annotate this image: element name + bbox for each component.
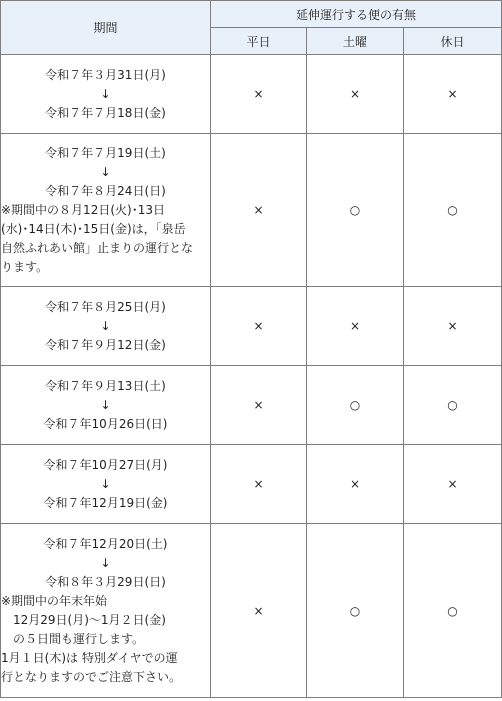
header-extension-service: 延伸運行する便の有無 bbox=[211, 1, 502, 28]
holiday-availability-mark: × bbox=[404, 445, 502, 524]
arrow-down-icon: ↓ bbox=[100, 555, 111, 570]
period-text-line: 令和７年９月12日(金) bbox=[45, 337, 166, 352]
period-cell bbox=[1, 134, 211, 287]
arrow-down-icon: ↓ bbox=[100, 86, 111, 101]
arrow-down-icon: ↓ bbox=[100, 318, 111, 333]
table-row bbox=[1, 366, 502, 445]
holiday-availability-mark: ○ bbox=[404, 134, 502, 287]
arrow-down-icon: ↓ bbox=[100, 397, 111, 412]
saturday-availability-mark: × bbox=[307, 445, 404, 524]
period-text-line: (水)･14日(木)･15日(金)は，「泉岳 bbox=[1, 221, 186, 236]
weekday-availability-mark: × bbox=[211, 366, 307, 445]
period-cell bbox=[1, 55, 211, 134]
weekday-availability-mark: × bbox=[211, 134, 307, 287]
period-text-line: 令和７年３月31日(月) bbox=[45, 67, 166, 82]
period-text-line: の５日間も運行します。 bbox=[1, 631, 145, 646]
table-row bbox=[1, 287, 502, 366]
weekday-availability-mark: × bbox=[211, 55, 307, 134]
saturday-availability-mark: ○ bbox=[307, 524, 404, 698]
weekday-availability-mark: × bbox=[211, 524, 307, 698]
period-text-line: ※期間中の８月12日(火)･13日 bbox=[1, 202, 165, 217]
saturday-availability-mark: × bbox=[307, 55, 404, 134]
period-text-line: 1月１日(木)は 特別ダイヤでの運 bbox=[1, 650, 178, 665]
period-cell bbox=[1, 366, 211, 445]
period-text-line: 令和７年７月18日(金) bbox=[45, 105, 166, 120]
table-body bbox=[1, 55, 502, 698]
saturday-availability-mark: ○ bbox=[307, 366, 404, 445]
period-text-line: 令和７年８月24日(日) bbox=[45, 183, 166, 198]
period-text-line: 令和７年12月19日(金) bbox=[43, 495, 168, 510]
period-text-line: 令和７年９月13日(土) bbox=[45, 378, 166, 393]
period-text-line: 行となりますのでご注意下さい。 bbox=[1, 669, 182, 684]
holiday-availability-mark: × bbox=[404, 287, 502, 366]
period-text-line: 令和７年12月20日(土) bbox=[43, 536, 168, 551]
table-row bbox=[1, 445, 502, 524]
period-text-line: 12月29日(月)～1月２日(金) bbox=[1, 612, 166, 627]
period-text-line: 令和７年10月27日(月) bbox=[43, 457, 168, 472]
period-text-line: 令和７年10月26日(日) bbox=[43, 416, 168, 431]
period-text-line: 令和８年３月29日(日) bbox=[45, 574, 166, 589]
weekday-availability-mark: × bbox=[211, 445, 307, 524]
period-cell bbox=[1, 445, 211, 524]
period-text-line: 令和７年８月25日(月) bbox=[45, 299, 166, 314]
weekday-availability-mark: × bbox=[211, 287, 307, 366]
table-row bbox=[1, 524, 502, 698]
saturday-availability-mark: × bbox=[307, 287, 404, 366]
period-text-line: ※期間中の年末年始 bbox=[1, 593, 108, 608]
table-row bbox=[1, 134, 502, 287]
table-row bbox=[1, 55, 502, 134]
arrow-down-icon: ↓ bbox=[100, 164, 111, 179]
header-saturday: 土曜 bbox=[307, 28, 404, 55]
holiday-availability-mark: ○ bbox=[404, 524, 502, 698]
arrow-down-icon: ↓ bbox=[100, 476, 111, 491]
period-text-line: 自然ふれあい館」止まりの運行とな bbox=[1, 240, 194, 255]
period-text-line: 令和７年７月19日(土) bbox=[45, 145, 166, 160]
header-weekday: 平日 bbox=[211, 28, 307, 55]
period-text-line: ります。 bbox=[1, 259, 49, 274]
header-period: 期間 bbox=[1, 1, 211, 55]
holiday-availability-mark: ○ bbox=[404, 366, 502, 445]
period-cell bbox=[1, 524, 211, 698]
holiday-availability-mark: × bbox=[404, 55, 502, 134]
period-cell bbox=[1, 287, 211, 366]
saturday-availability-mark: ○ bbox=[307, 134, 404, 287]
header-holiday: 休日 bbox=[404, 28, 502, 55]
